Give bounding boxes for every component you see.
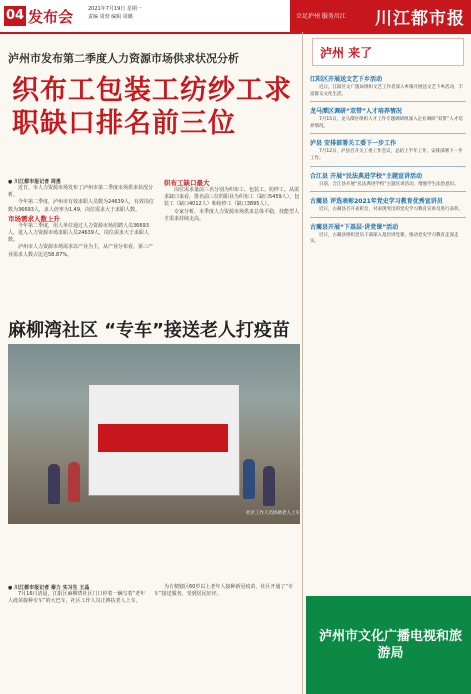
person-figure xyxy=(263,466,275,506)
divider xyxy=(310,217,466,218)
news-item-title: 泸县 安排部署关工委下一步工作 xyxy=(310,140,397,148)
news-item-text: 近日，古蔺县召开表彰会，对表现突出的党史学习教育宣讲员进行表彰。 xyxy=(319,207,463,213)
news-item-text: 近日，古蔺县组织党员干部深入基层讲党课，推动党史学习教育走深走实。 xyxy=(310,232,459,245)
news-item-text: 近日，江阳区文广旅局组织文艺工作者深入乡镇开展送文艺下乡活动，丰富群众文化生活。 xyxy=(310,85,463,97)
section-title: 织布工缺口最大 xyxy=(164,179,210,187)
divider xyxy=(310,166,466,167)
article-paragraph: 专家分析，本季度人力资源市场供求总体平稳，技能型人才需求持续走高。 xyxy=(164,208,300,222)
second-headline: 麻柳湾社区 “专车”接送老人打疫苗 xyxy=(8,320,290,341)
news-photo xyxy=(8,344,300,524)
date-line: 2021年7月19日 星期一 xyxy=(88,6,142,12)
article-headline: 织布工包装工纺纱工求职缺口排名前三位 xyxy=(12,75,292,139)
news-item-title: 古蔺县 评选表彰2021年党史学习教育优秀宣讲员 xyxy=(310,198,443,206)
divider xyxy=(310,101,466,102)
news-item-text: 7月15日，龙马潭区组织人才工作专题调研组深入企业调研“双带”人才培养情况。 xyxy=(310,117,463,129)
ad-text: 泸州市文化广播电视和旅游局 xyxy=(318,629,462,661)
page-number: 04 xyxy=(4,6,26,26)
news-item-title: 古蔺县开展“下基层·讲党课”活动 xyxy=(310,223,399,231)
article-column-left xyxy=(8,178,156,259)
section-title: 市场需求人数上升 xyxy=(8,214,60,223)
article-paragraph: 近日，市人力资源市场发布了泸州市第二季度市场供求状况分析。 xyxy=(8,185,154,199)
article-subtitle: 泸州市发布第二季度人力资源市场供求状况分析 xyxy=(8,52,239,65)
article-paragraph: 泸州市人力资源市场需求以产业为主，从产业分布看，第三产业需求人数占比达58.87%。 xyxy=(8,244,154,258)
second-column-left xyxy=(8,584,148,605)
second-byline: ● 川江都市报记者 秦力 实习生 王晶 xyxy=(8,585,90,591)
person-figure xyxy=(243,459,255,499)
header-meta xyxy=(88,5,178,21)
second-column-right xyxy=(154,584,300,598)
news-item-text: 日前，合江县开展“民法典进学校”主题宣讲活动，增强学生法治意识。 xyxy=(319,181,459,187)
news-item-title: 合江县 开展“民法典进学校”主题宣讲活动 xyxy=(310,172,422,180)
editor-line: 责编 周勃 编辑 周璐 xyxy=(88,14,133,20)
article-byline: ● 川江都市报记者 周勇 xyxy=(8,179,61,185)
divider xyxy=(310,133,466,134)
bus-banner xyxy=(98,424,228,452)
article-paragraph: 今年第二季度，用人单位通过人力资源市场招聘人员36693人，进入人力资源市场求职人员24639人，岗位需求大于求职人数。 xyxy=(8,222,149,244)
divider xyxy=(310,191,466,192)
column-divider xyxy=(302,32,303,694)
newspaper-logo: 川江都市报 xyxy=(375,9,465,29)
article-paragraph: 今年第二季度，泸州市有效求职人员数为24639人，有效岗位数为36693人，求人倍率为1.49，岗位需求大于求职人数。 xyxy=(8,199,154,213)
section-name: 发布会 xyxy=(28,8,74,26)
news-item-text: 7月12日，泸县召开关工委工作会议，总结上半年工作，安排部署下一步工作。 xyxy=(310,149,463,161)
right-news-list xyxy=(310,70,466,246)
photo-caption: 社区工作人员协助老人上车 xyxy=(246,511,300,516)
news-item-title: 龙马潭区调研“双带”人才培养情况 xyxy=(310,108,402,116)
article-paragraph: 岗位需求量前三名分别为织布工、包装工、纺纱工。从需求缺口来看，排名前三位的职业为织布工（缺口5459人）、包装工（缺口4012人）和纺纱工（缺口3895人）。 xyxy=(164,187,300,208)
right-brand-title: 泸州 来了 xyxy=(320,46,373,60)
article-column-right xyxy=(164,178,300,223)
article-paragraph: 7月16日清晨，江阳区麻柳湾社区门口停着一辆写着“老年人疫苗接种专车”的大巴车，社区工作人员正搀扶老人上车。 xyxy=(8,591,146,605)
slogan: 立足泸州 服务川江 xyxy=(296,13,346,20)
news-item-title: 江阳区开展送文艺下乡活动 xyxy=(310,76,383,83)
person-figure xyxy=(48,464,60,504)
person-figure xyxy=(68,462,80,502)
article-paragraph: 为方便辖区60岁以上老年人接种新冠疫苗，社区开通了“专车”接送服务，受到居民好评。 xyxy=(154,584,293,598)
